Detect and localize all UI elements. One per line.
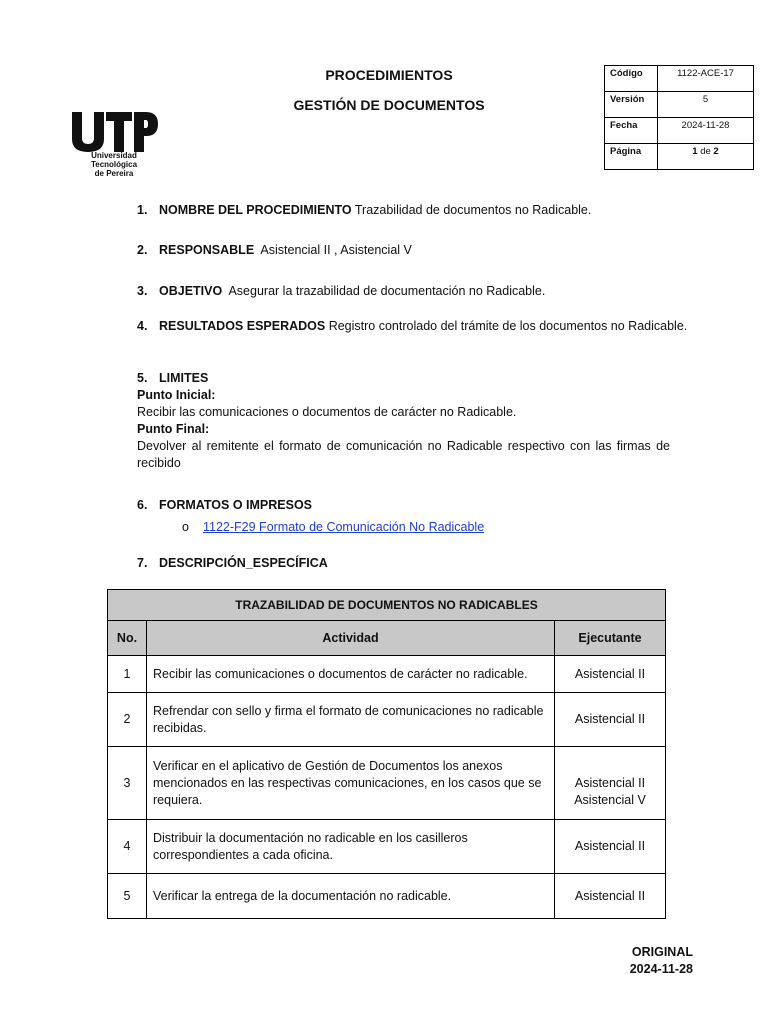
section-number: 4. [137, 319, 148, 333]
logo-subtext-line2: de Pereira [94, 169, 134, 178]
section-label: LIMITES [159, 371, 209, 385]
executor-name: Asistencial II [574, 776, 646, 790]
initial-point-label: Punto Inicial: [137, 388, 216, 402]
executor-name: Asistencial II [574, 666, 646, 681]
section-objective [137, 283, 670, 300]
executor-name: Asistencial II [574, 712, 646, 726]
final-point-label: Punto Final: [137, 422, 210, 436]
table-row [108, 747, 666, 820]
section-number: 3. [137, 284, 148, 298]
section-responsible [137, 242, 670, 259]
row-executor [555, 820, 666, 874]
section-procedure-name [137, 202, 670, 219]
section-label: NOMBRE DEL PROCEDIMIENTO [159, 203, 352, 217]
footer-date: 2024-11-28 [629, 962, 693, 976]
row-no: 3 [108, 747, 147, 820]
section-number: 2. [137, 243, 148, 257]
column-header-no: No. [108, 621, 147, 656]
table-row [108, 656, 666, 693]
traceability-table [107, 589, 666, 919]
bullet-icon: o [182, 520, 189, 534]
column-header-activity: Actividad [147, 621, 555, 656]
logo-text: UTP [115, 148, 117, 149]
section-label: DESCRIPCIÓN_ESPECÍFICA [159, 556, 328, 570]
meta-row [605, 92, 754, 118]
format-link[interactable]: 1122-F29 Formato de Comunicación No Radicable [203, 520, 485, 534]
section-text: Registro controlado del trámite de los documentos no Radicable. [325, 319, 688, 333]
section-label: RESULTADOS ESPERADOS [159, 319, 326, 333]
document-title: PROCEDIMIENTOS [325, 67, 453, 83]
table-title: TRAZABILIDAD DE DOCUMENTOS NO RADICABLES [108, 590, 666, 621]
section-expected-results [137, 318, 692, 335]
document-subtitle: GESTIÓN DE DOCUMENTOS [293, 97, 485, 113]
section-specific-description [137, 555, 670, 572]
section-label: FORMATOS O IMPRESOS [159, 498, 313, 512]
row-activity: Verificar la entrega de la documentación no radicable. [147, 874, 555, 919]
document-meta-table [604, 65, 754, 170]
row-activity: Distribuir la documentación no radicable en los casilleros correspondientes a cada oficina. [147, 820, 555, 874]
table-row [108, 820, 666, 874]
meta-value: 1122-ACE-17 [658, 66, 754, 92]
row-no: 1 [108, 656, 147, 693]
meta-key: Fecha [605, 118, 658, 144]
row-executor [555, 747, 666, 820]
logo-subtext [70, 151, 158, 178]
section-text: Asegurar la trazabilidad de documentación no Radicable. [222, 284, 546, 298]
page-number [658, 144, 754, 170]
table-row [108, 874, 666, 919]
meta-value: 2024-11-28 [658, 118, 754, 144]
section-label: OBJETIVO [159, 284, 223, 298]
section-limits [137, 370, 670, 472]
executor-name: Asistencial II [574, 839, 646, 853]
row-executor [555, 874, 666, 919]
column-header-executor: Ejecutante [555, 621, 666, 656]
row-executor [555, 656, 666, 693]
meta-key: Página [605, 144, 658, 170]
row-no: 5 [108, 874, 147, 919]
meta-row [605, 144, 754, 170]
table-header-row [108, 621, 666, 656]
section-number: 1. [137, 203, 148, 217]
section-number: 7. [137, 556, 148, 570]
row-activity: Recibir las comunicaciones o documentos de carácter no radicable. [147, 656, 555, 693]
section-number: 5. [137, 371, 148, 385]
section-label: RESPONSABLE [159, 243, 255, 257]
section-formats [137, 497, 670, 536]
row-no: 4 [108, 820, 147, 874]
page-total: 2 [713, 146, 719, 157]
meta-row [605, 118, 754, 144]
executor-name-secondary: Asistencial V [574, 793, 646, 807]
meta-key: Código [605, 66, 658, 92]
section-number: 6. [137, 498, 148, 512]
meta-value: 5 [658, 92, 754, 118]
row-activity: Verificar en el aplicativo de Gestión de Documentos los anexos mencionados en las respectivas comunicaciones, en los casos que se requiera. [147, 747, 555, 820]
logo-subtext-line1: Universidad Tecnológica [90, 151, 138, 169]
page-current: 1 [692, 146, 698, 157]
footer [630, 944, 693, 978]
section-text: Trazabilidad de documentos no Radicable. [351, 203, 592, 217]
meta-key: Versión [605, 92, 658, 118]
meta-row [605, 66, 754, 92]
table-title-row [108, 590, 666, 621]
page-of: de [700, 146, 711, 157]
executor-name: Asistencial II [574, 888, 646, 903]
initial-point-text: Recibir las comunicaciones o documentos de carácter no Radicable. [137, 405, 517, 419]
final-point-text: Devolver al remitente el formato de comunicación no Radicable respectivo con las firmas de recibido [137, 439, 670, 470]
row-no: 2 [108, 693, 147, 747]
row-executor [555, 693, 666, 747]
footer-status: ORIGINAL [631, 945, 693, 959]
section-text: Asistencial II , Asistencial V [254, 243, 412, 257]
table-row [108, 693, 666, 747]
row-activity: Refrendar con sello y firma el formato de comunicaciones no radicable recibidas. [147, 693, 555, 747]
